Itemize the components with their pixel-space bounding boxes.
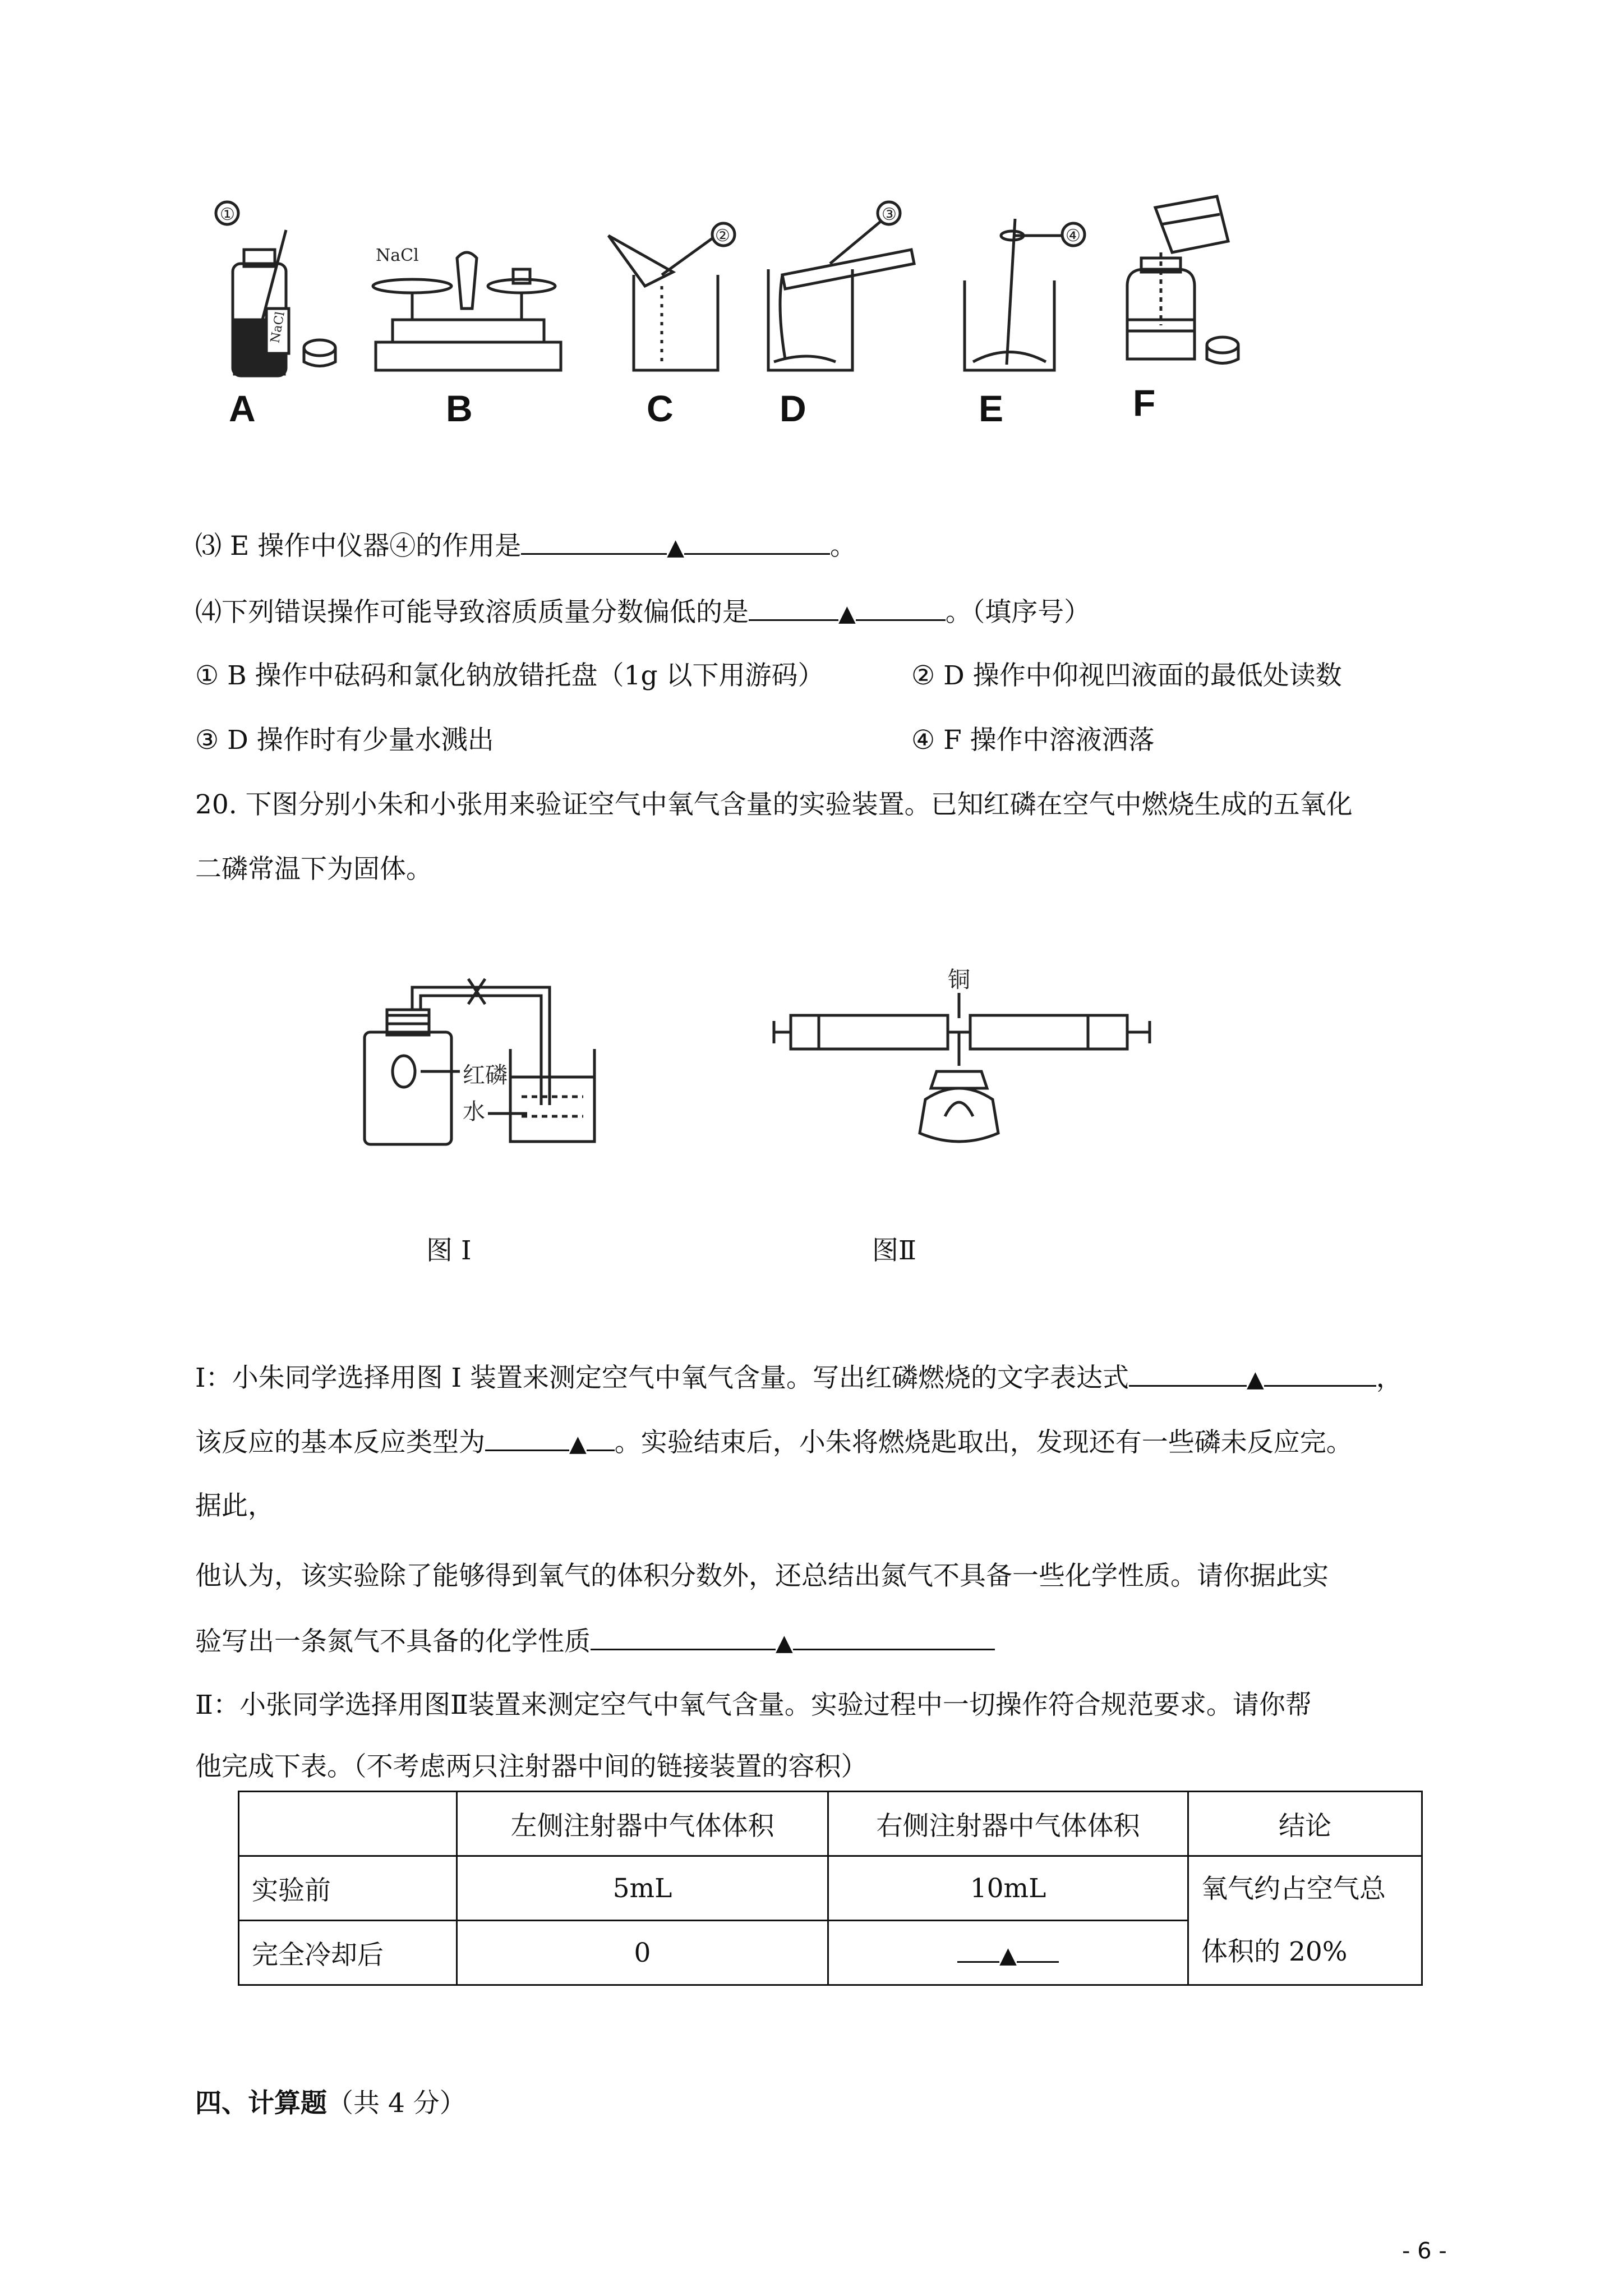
q19-part4-blank-b[interactable] — [856, 595, 946, 621]
table-cell-answer: ▲ — [828, 1921, 1188, 1985]
table-cell: 10mL — [828, 1856, 1188, 1921]
q20-intro-line1: 20. 下图分别小朱和小张用来验证空气中氧气含量的实验装置。已知红磷在空气中燃烧生成的五氧化 — [195, 789, 1353, 820]
table-cell: 完全冷却后 — [239, 1921, 457, 1985]
q20-part1-blank-d[interactable] — [587, 1425, 615, 1451]
table-answer-blank-b[interactable] — [1017, 1936, 1059, 1963]
figure-b-balance — [370, 241, 566, 381]
figure-label-c: C — [647, 388, 674, 429]
figure-1-apparatus — [359, 976, 628, 1150]
table-header-cell: 左侧注射器中气体体积 — [457, 1792, 828, 1856]
q20-part1-line5: 验写出一条氮气不具备的化学性质 ▲ — [195, 1624, 995, 1660]
figure-a-reagent-bottle — [202, 196, 370, 381]
fig2-label-copper: 铜 — [948, 967, 970, 993]
table-cell: 0 — [457, 1921, 828, 1985]
q19-option-2: ② D 操作中仰视凹液面的最低处读数 — [911, 660, 1342, 691]
figure-2-apparatus — [774, 965, 1155, 1156]
figure-label-e: E — [979, 388, 1004, 429]
figure-e-stirring — [953, 213, 1099, 381]
page-number: - 6 - — [1402, 2238, 1447, 2264]
figure-d-pouring — [751, 196, 931, 381]
figure-label-f: F — [1133, 382, 1156, 424]
q20-part1-blank-e[interactable] — [591, 1624, 776, 1650]
nacl-bottle-label: NaCl — [268, 310, 288, 344]
q20-part2-line1: Ⅱ：小张同学选择用图Ⅱ装置来测定空气中氧气含量。实验过程中一切操作符合规范要求。请你帮 — [195, 1690, 1312, 1720]
table-cell: 实验前 — [239, 1856, 457, 1921]
q20-part1-line4: 他认为，该实验除了能够得到氧气的体积分数外，还总结出氮气不具备一些化学性质。请你据此实 — [195, 1561, 1329, 1591]
q19-option-4: ④ F 操作中溶液洒落 — [911, 725, 1155, 756]
figure-c-beaker — [606, 213, 751, 381]
marker-2: ② — [715, 226, 730, 246]
marker-4: ④ — [1066, 226, 1081, 246]
q20-part1-blank-c[interactable] — [485, 1425, 569, 1451]
table-header-cell: 右侧注射器中气体体积 — [828, 1792, 1188, 1856]
figure-1-caption: 图 I — [426, 1235, 472, 1266]
nacl-balance-label: NaCl — [376, 246, 419, 265]
q20-part2-line2: 他完成下表。（不考虑两只注射器中间的链接装置的容积） — [195, 1751, 868, 1782]
q20-intro-line2: 二磷常温下为固体。 — [195, 854, 432, 885]
section-4-heading: 四、计算题（共 4 分） — [195, 2088, 466, 2119]
q19-part3-blank-b[interactable] — [684, 528, 830, 555]
q20-part1-blank-a[interactable] — [1129, 1360, 1247, 1387]
figure-label-b: B — [446, 388, 473, 429]
table-header-cell: 结论 — [1188, 1792, 1422, 1856]
q20-part1-line2: 该反应的基本反应类型为 ▲ 。实验结束后，小朱将燃烧匙取出，发现还有一些磷未反应完。 — [195, 1425, 1353, 1461]
marker-3: ③ — [882, 205, 897, 224]
table-conclusion-cell: 氧气约占空气总 体积的 20% — [1188, 1856, 1422, 1985]
q20-part1-blank-b[interactable] — [1264, 1360, 1376, 1387]
q19-part4: ⑷下列错误操作可能导致溶质质量分数偏低的是 ▲ 。（填序号） — [195, 595, 1090, 631]
figure-f-bottle — [1116, 191, 1251, 376]
table-row — [239, 1856, 1422, 1921]
fig1-label-water: 水 — [463, 1099, 485, 1125]
q19-option-3: ③ D 操作时有少量水溅出 — [195, 725, 494, 756]
q19-part4-blank-a[interactable] — [749, 595, 838, 621]
marker-1: ① — [220, 205, 235, 224]
q19-part3-blank-a[interactable] — [521, 528, 667, 555]
q19-option-1: ① B 操作中砝码和氯化钠放错托盘（1g 以下用游码） — [195, 660, 824, 691]
result-table — [238, 1791, 1423, 1986]
q20-part1-blank-f[interactable] — [793, 1624, 995, 1650]
fig1-label-phosphorus: 红磷 — [463, 1062, 508, 1088]
q20-part1-line3: 据此， — [195, 1490, 274, 1521]
figure-label-d: D — [780, 388, 806, 429]
figure-2-caption: 图Ⅱ — [872, 1235, 916, 1266]
figure-label-a: A — [229, 388, 256, 429]
q20-part1-line1: Ⅰ：小朱同学选择用图 I 装置来测定空气中氧气含量。写出红磷燃烧的文字表达式 ▲ ， — [195, 1360, 1403, 1396]
table-answer-blank-a[interactable] — [957, 1936, 999, 1963]
q19-part3: ⑶ E 操作中仪器④的作用是 ▲ 。 — [195, 528, 856, 564]
table-header-cell — [239, 1792, 457, 1856]
table-header-row — [239, 1792, 1422, 1856]
table-cell: 5mL — [457, 1856, 828, 1921]
